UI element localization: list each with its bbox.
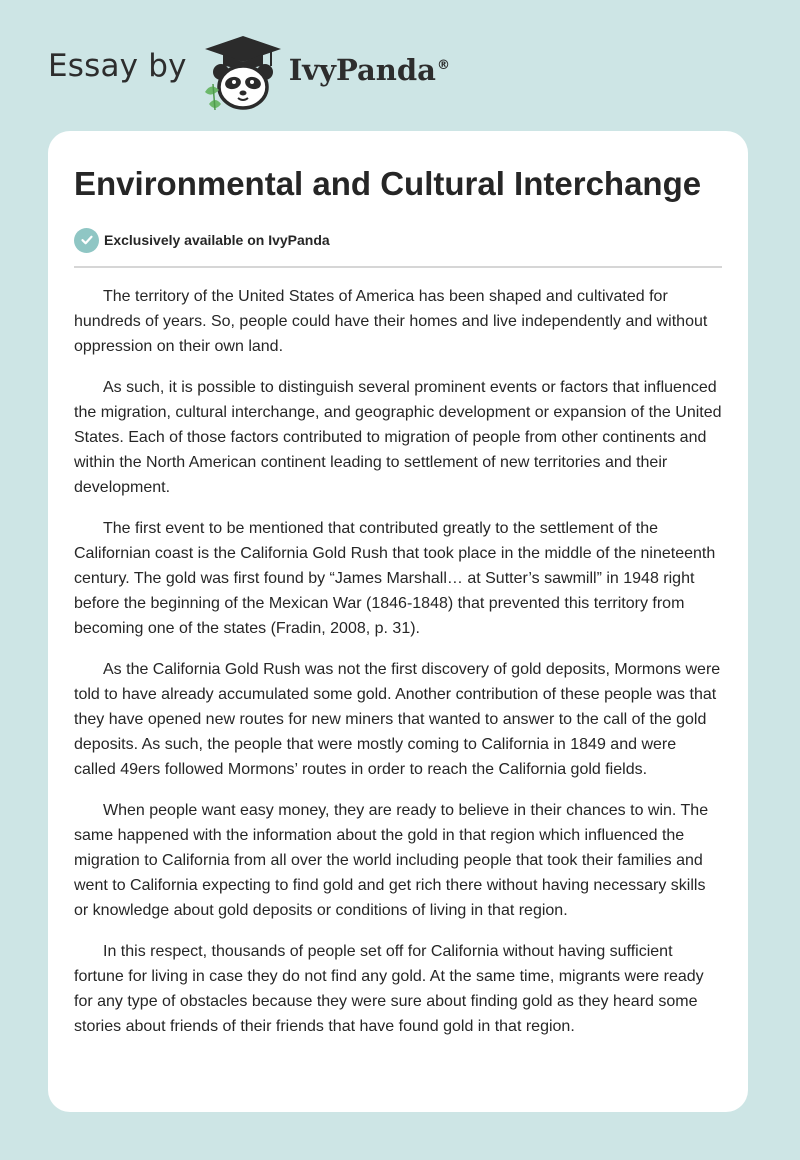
brand-header [48, 32, 450, 112]
essay-paragraph: As the California Gold Rush was not the first discovery of gold deposits, Mormons were told to have already accumulated some gold. Another contribution of these people was that they have opened new routes for new miners that wanted to answer to the call of the gold deposits. As such, the people that were mostly coming to California in 1849 and were called 49ers followed Mormons’ routes in order to reach the California gold fields. [74, 661, 721, 778]
essay-paragraph: In this respect, thousands of people set off for California without having sufficient fortune for living in case they do not find any gold. At the same time, migrants were ready for any type of obstacles because they were sure about finding gold as they heard some stories about friends of their friends that have found gold in that region. [74, 943, 704, 1035]
brand-name-text: IvyPanda [288, 53, 436, 87]
essay-paragraph: As such, it is possible to distinguish several prominent events or factors that influenced the migration, cultural interchange, and geographic development or expansion of the United States. Each of those factors contributed to migration of people from other continents and within the North American continent leading to settlement of new territories and their development. [74, 379, 722, 496]
ivypanda-brand-name[interactable] [289, 53, 450, 87]
essay-paragraph: When people want easy money, they are ready to believe in their chances to win. The same happened with the information about the gold in that region which influenced the migration to California from all over the world including people that took their families and went to California expecting to find gold and get rich there without having necessary skills or knowledge about gold deposits or conditions of living in that region. [74, 802, 709, 919]
essay-body [74, 284, 722, 1039]
title-divider [74, 266, 722, 268]
essay-title: Environmental and Cultural Interchange [74, 165, 702, 202]
exclusive-badge [74, 227, 722, 253]
check-circle-icon [74, 228, 99, 253]
registered-mark: ® [436, 58, 450, 74]
panda-logo-icon[interactable] [201, 32, 285, 112]
essay-by-label: Essay by [48, 48, 187, 84]
essay-card [48, 131, 748, 1112]
exclusive-badge-text: Exclusively available on IvyPanda [104, 232, 330, 248]
essay-paragraph: The first event to be mentioned that contributed greatly to the settlement of the Californian coast is the California Gold Rush that took place in the middle of the nineteenth century. The gold was first found by “James Marshall… at Sutter’s sawmill” in 1948 right before the beginning of the Mexican War (1846-1848) that prevented this territory from becoming one of the states (Fradin, 2008, p. 31). [74, 520, 716, 637]
essay-paragraph: The territory of the United States of America has been shaped and cultivated for hundreds of years. So, people could have their homes and live independently and without oppression on their own land. [74, 288, 708, 355]
